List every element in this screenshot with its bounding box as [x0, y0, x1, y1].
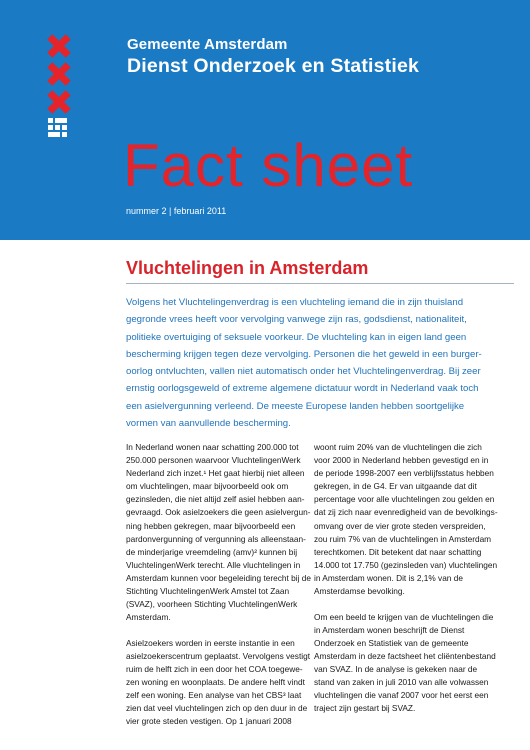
- amsterdam-logo-icon: [46, 34, 72, 140]
- divider: [126, 283, 514, 284]
- article-title: Vluchtelingen in Amsterdam: [126, 258, 369, 278]
- body-paragraph: Om een beeld te krijgen van de vluchtelingen die in Amsterdam wonen beschrijft de Dienst Onderzoek en Statistiek van de gemeente Amsterdam in deze factsheet het cliëntenbestand van SVAZ. In de analyse is gekeken naar de stand van zaken in juli 2010 van alle volwassen vluchtelingen die vanaf 2007 voor het eerst een traject zijn gestart bij SVAZ.: [314, 611, 496, 714]
- body-column-right: [314, 441, 499, 728]
- intro-paragraph: Volgens het Vluchtelingenverdrag is een vluchteling iemand die in zijn thuisland gegronde vrees heeft voor vervolging vanwege zijn ras, godsdienst, nationaliteit, politieke overtuiging of seksuele voorkeur. De vluchteling kan in eigen land geen bescherming krijgen tegen deze vervolging. Personen die het geweld in een burgeroorlog ontvluchten, vallen niet automatisch onder het Vluchtelingenverdrag. Bij zeer ernstig oorlogsgeweld of extreme algemene dictatuur wordt in Nederland vaak toch een asielvergunning verleend. De meeste Europese landen hebben soortgelijke vormen van aanvullende bescherming.: [126, 297, 482, 430]
- body-column-left: [126, 441, 311, 741]
- department-name: Dienst Onderzoek en Statistiek: [127, 55, 420, 77]
- issue-info: nummer 2 | februari 2011: [126, 206, 227, 216]
- body-paragraph: woont ruim 20% van de vluchtelingen die zich voor 2000 in Nederland hebben gevestigd en in de periode 1998-2007 een verblijfsstatus hebben gekregen, in de G4. Er van uitgaande dat dit percentage voor alle vluchtelingen zou gelden en dat zij zich naar evenredigheid van de bevolkingsomvang over de vier grote steden verspreiden, zou ruim 7% van de vluchtelingen in Amsterdam terechtkomen. Dit betekent dat naar schatting 14.000 tot 17.750 (gezinsleden van) vluchtelingen in Amsterdam wonen. Dit is 2,1% van de Amsterdamse bevolking.: [314, 442, 498, 597]
- body-paragraph: In Nederland wonen naar schatting 200.000 tot 250.000 personen waarvoor VluchtelingenWerk Nederland zich inzet.¹ Het gaat hierbij niet alleen om vluchtelingen, maar bijvoorbeeld ook om gezinsleden, die niet altijd zelf asiel hebben aangevraagd. Ook asielzoekers die geen asielvergunning hebben gekregen, maar bijvoorbeeld een pardonvergunning of vergunning als alleenstaande minderjarige vreemdeling (amv)² kunnen bij VluchtelingenWerk terecht. Alle vluchtelingen in Amsterdam kunnen voor begeleiding terecht bij de Stichting VluchtelingenWerk Amstel tot Zaan (SVAZ), voorheen Stichting VluchtelingenWerk Amsterdam.: [126, 442, 311, 623]
- page-title: Fact sheet: [123, 132, 414, 199]
- body-paragraph: Asielzoekers worden in eerste instantie in een asielzoekerscentrum geplaatst. Vervolgens vestigt ruim de helft zich in een door het COA toegewezen woning en woonplaats. De andere helft vindt zelf een woning. Een analyse van het CBS³ laat zien dat veel vluchtelingen zich op den duur in de vier grote steden vestigen. Op 1 januari 2008: [126, 637, 311, 727]
- organization-name: Gemeente Amsterdam: [127, 36, 288, 53]
- header-banner: [0, 0, 530, 240]
